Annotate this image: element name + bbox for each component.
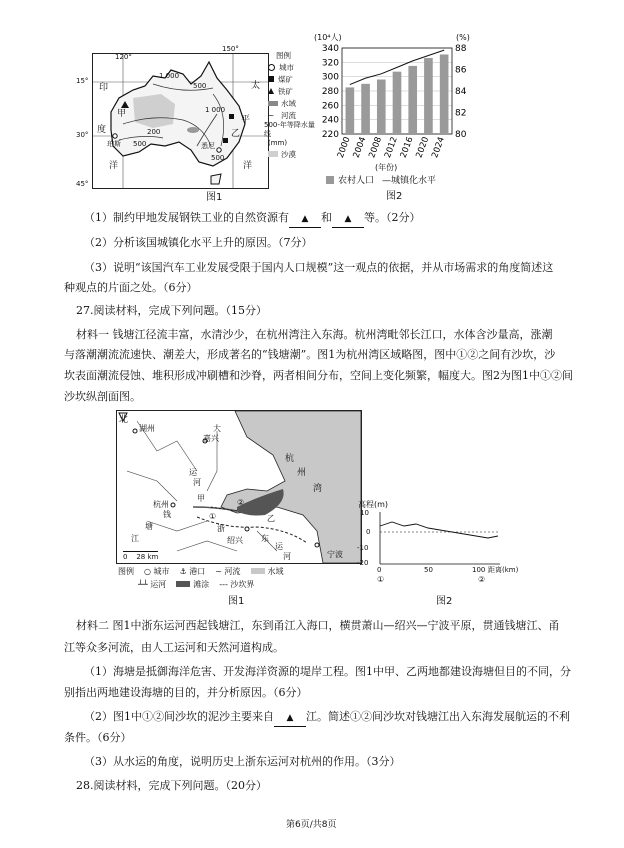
q27-m1b: 与落潮潮流流速快、潮差大，形成著名的“钱塘潮”。图1为杭州湾区域略图，图中①②之间有沙坎，沙 xyxy=(64,348,556,361)
page-footer: 第6页/共8页 xyxy=(286,820,337,830)
q27-m2a: 材料二 图1中浙东运河西起钱塘江，东到甬江入海口，横贯萧山—绍兴—宁波平原，贯通钱塘江、甬 xyxy=(76,619,560,632)
q26-3b: 种观点的片面之处。（6分） xyxy=(64,281,198,294)
legend2-sandbar: --- 沙坎界 xyxy=(219,580,255,589)
map-label-qian: 钱 xyxy=(163,510,171,519)
iron-icon xyxy=(268,88,274,94)
place-tai: 太 xyxy=(251,81,261,91)
legend2-river: ~ 河流 xyxy=(215,567,241,576)
fig2-left-unit: (10⁴人) xyxy=(314,33,342,42)
iso-500-c: 500 xyxy=(211,154,225,162)
x-tick-label: 2000 xyxy=(335,135,353,160)
iso-200: 200 xyxy=(147,128,161,136)
legend-water: 水域 xyxy=(281,98,296,108)
dash-line-icon: --- xyxy=(219,580,231,589)
q27-m1c: 坎表面潮流侵蚀、堆积形成冲刷槽和沙脊，两者相间分布，空间上变化频繁，幅度大。图2为图1中①②间 xyxy=(64,369,573,382)
water-icon xyxy=(268,101,278,106)
legend-mm: (mm) xyxy=(268,139,288,147)
rural-bar xyxy=(346,87,355,134)
iso-1000-a: 1 000 xyxy=(159,72,180,80)
q27-m1a: 材料一 钱塘江径流丰富，水清沙少，在杭州湾注入东海。杭州湾毗邻长江口，水体含沙量高，涨潮 xyxy=(76,328,553,341)
legend2-port: ⚓ 港口 xyxy=(179,567,206,576)
iso-500-b: 500 xyxy=(133,140,147,148)
city-icon-2: ○ xyxy=(144,567,154,576)
rural-bar xyxy=(393,72,402,134)
sandbar-profile-line xyxy=(380,522,498,538)
q28-head: 28.阅读材料，完成下列问题。（20分） xyxy=(76,779,267,792)
q27-q2b: 条件。（6分） xyxy=(64,731,132,744)
legend-urban: —城镇化水平 xyxy=(382,176,437,186)
right-tick-label: 82 xyxy=(455,108,467,119)
profile-ytick-0: 0 xyxy=(366,528,371,536)
map-label-zhe: 浙 xyxy=(217,524,225,533)
tidal-flat-icon xyxy=(176,581,190,587)
fig2-chart xyxy=(308,42,488,182)
x-tick-label: 2012 xyxy=(383,135,400,160)
q26-2: （2）分析该国城镇化水平上升的原因。（7分） xyxy=(84,236,313,249)
profile-ytick-10: 10 xyxy=(360,509,369,517)
q27-q1b: 别指出两地建设海塘的目的，并分析原因。（6分） xyxy=(64,686,308,699)
profile-p2: ② xyxy=(478,575,486,584)
desert-icon xyxy=(268,151,278,157)
iso-1000-b: 1 000 xyxy=(205,106,226,114)
place-yi: 乙 xyxy=(231,129,241,139)
place-yang-1: 洋 xyxy=(109,161,119,171)
place-perth: 珀斯 xyxy=(107,140,121,148)
profile-ylabel: 高程(m) xyxy=(358,500,389,509)
profile-xlabel: 距离(km) xyxy=(488,566,519,574)
left-tick-label: 340 xyxy=(321,44,339,54)
lon-120: 120° xyxy=(115,53,132,61)
blank-3: ▲ xyxy=(274,711,306,727)
rural-bar xyxy=(424,58,433,134)
left-tick-label: 240 xyxy=(321,115,339,126)
q26-3a: （3）说明“该国汽车工业发展受限于国内人口规模”这一观点的依据，并从市场需求的角度简述这 xyxy=(84,261,554,274)
map-label-ningbo: 宁波 xyxy=(327,550,343,559)
q27-q2a: （2）图1中①②间沙坎的泥沙主要来自 ▲ 江。简述①②间沙坎对钱塘江出入东海发展航运的不利 xyxy=(84,709,570,727)
fig2-legend xyxy=(326,173,436,186)
legend2-canal: ┴┴ 运河 xyxy=(138,580,167,589)
rural-bar xyxy=(408,66,417,134)
right-tick-label: 84 xyxy=(455,87,467,97)
fig2-right-unit: (%) xyxy=(456,33,470,42)
map-point-1: ① xyxy=(209,512,217,521)
left-tick-label: 300 xyxy=(321,72,339,83)
map-label-da: 大 xyxy=(213,424,221,433)
map-label-dong: 东 xyxy=(261,534,269,543)
city-icon xyxy=(268,64,275,71)
profile-chart xyxy=(370,512,510,572)
q27-fig1-caption: 图1 xyxy=(228,596,245,607)
q27-m2b: 江等众多河流，由人工运河和天然河道构成。 xyxy=(64,641,284,654)
left-tick-label: 320 xyxy=(321,58,339,69)
map-scale: 0 28 km xyxy=(123,553,159,561)
coal-icon xyxy=(268,76,274,82)
map-label-tang: 塘 xyxy=(145,522,153,531)
river-icon: ~ xyxy=(268,110,275,120)
legend2-tidal: 滩涂 xyxy=(176,579,209,590)
map-label-jia: 甲 xyxy=(197,494,205,503)
place-jia: 甲 xyxy=(117,109,127,119)
place-ping: 平 xyxy=(241,115,251,125)
map-label-yun2: 运 xyxy=(275,542,283,551)
rural-bar xyxy=(361,84,370,134)
water-icon-2 xyxy=(251,568,265,574)
fig1-caption: 图1 xyxy=(206,192,223,203)
map-label-yun: 运 xyxy=(189,468,197,477)
river-icon-2: ~ xyxy=(215,567,225,576)
right-tick-label: 88 xyxy=(455,44,467,54)
legend-river: 河流 xyxy=(281,110,296,120)
q27-fig2-caption: 图2 xyxy=(436,596,453,607)
profile-p1: ① xyxy=(377,575,385,584)
blank-1: ▲ xyxy=(289,212,321,228)
map-label-he: 河 xyxy=(193,478,201,487)
place-yin: 印 xyxy=(99,83,109,93)
map-label-wan: 湾 xyxy=(313,484,323,494)
legend-title: 图例 xyxy=(276,51,291,60)
fig1-map xyxy=(92,53,269,189)
map-label-he2: 河 xyxy=(283,552,291,561)
legend-desert: 沙漠 xyxy=(281,149,296,159)
place-sydney: 悉尼 xyxy=(201,142,215,150)
map-label-shaoxing: 绍兴 xyxy=(227,536,243,545)
rural-bar xyxy=(440,54,449,134)
q27-m1d: 沙坎纵剖面图。 xyxy=(64,390,141,403)
lat-30: 30° xyxy=(76,131,89,139)
profile-xtick-0: 0 xyxy=(377,566,382,574)
profile-xtick-50: 50 xyxy=(424,566,433,574)
place-du: 度 xyxy=(97,125,107,135)
place-yang-2: 洋 xyxy=(243,161,253,171)
profile-ytick-neg20: -20 xyxy=(357,559,369,567)
x-tick-label: 2004 xyxy=(351,135,369,160)
map-label-hang: 杭 xyxy=(285,454,295,464)
legend2-city: ○ 城市 xyxy=(144,567,170,576)
legend-coal: 煤矿 xyxy=(278,74,293,84)
fig2-xlabel: (年份) xyxy=(375,163,398,172)
x-tick-label: 2024 xyxy=(430,135,447,160)
profile-xtick-100: 100 xyxy=(472,566,486,574)
legend-rural: 农村人口 xyxy=(338,176,375,186)
legend-title-2: 图例 xyxy=(118,567,134,576)
profile-ytick-neg10: -10 xyxy=(357,544,369,552)
rural-bar xyxy=(377,80,386,134)
bar-swatch-icon xyxy=(326,176,334,184)
lon-150: 150° xyxy=(222,45,239,53)
map-north: 北 xyxy=(119,415,129,425)
q27-head: 27.阅读材料，完成下列问题。（15分） xyxy=(76,304,267,317)
left-tick-label: 260 xyxy=(321,101,339,112)
blank-2: ▲ xyxy=(332,212,364,228)
anchor-icon: ⚓ xyxy=(179,567,190,576)
q27-map-legend xyxy=(118,566,358,590)
map-label-jiang: 江 xyxy=(131,534,139,543)
lat-15: 15° xyxy=(76,77,89,85)
x-tick-label: 2008 xyxy=(367,135,385,160)
map-label-hangzhou: 杭州 xyxy=(153,500,169,509)
x-tick-label: 2016 xyxy=(398,135,416,160)
q27-q1a: （1）海塘是抵御海洋危害、开发海洋资源的堤岸工程。图1中甲、乙两地都建设海塘但目的不同，分 xyxy=(84,665,571,678)
map-label-jiaxing: 嘉兴 xyxy=(203,434,219,443)
map-label-huzhou: 湖州 xyxy=(139,424,155,433)
map-point-2: ② xyxy=(237,498,245,507)
left-tick-label: 220 xyxy=(321,130,339,140)
canal-icon: ┴┴ xyxy=(138,580,151,589)
q27-q3: （3）从水运的角度，说明历史上浙东运河对杭州的作用。（3分） xyxy=(84,755,401,768)
right-tick-label: 86 xyxy=(455,65,467,76)
legend-isoline: 500-年等降水量线 xyxy=(264,121,315,138)
map-label-yi: 乙 xyxy=(267,514,275,523)
fig2-caption: 图2 xyxy=(386,191,403,202)
iso-500-a: 500 xyxy=(193,82,207,90)
map-label-zhou: 州 xyxy=(297,468,307,478)
x-tick-label: 2020 xyxy=(414,135,432,160)
q27-map xyxy=(116,410,362,564)
left-tick-label: 280 xyxy=(321,87,339,97)
legend-city: 城市 xyxy=(279,62,294,72)
legend2-water: 水域 xyxy=(251,566,284,577)
lat-45: 45° xyxy=(76,180,89,188)
q26-1: （1）制约甲地发展钢铁工业的自然资源有 ▲ 和 ▲ 等。（2分） xyxy=(84,210,421,228)
legend-iron: 铁矿 xyxy=(278,86,293,96)
right-tick-label: 80 xyxy=(455,130,467,140)
